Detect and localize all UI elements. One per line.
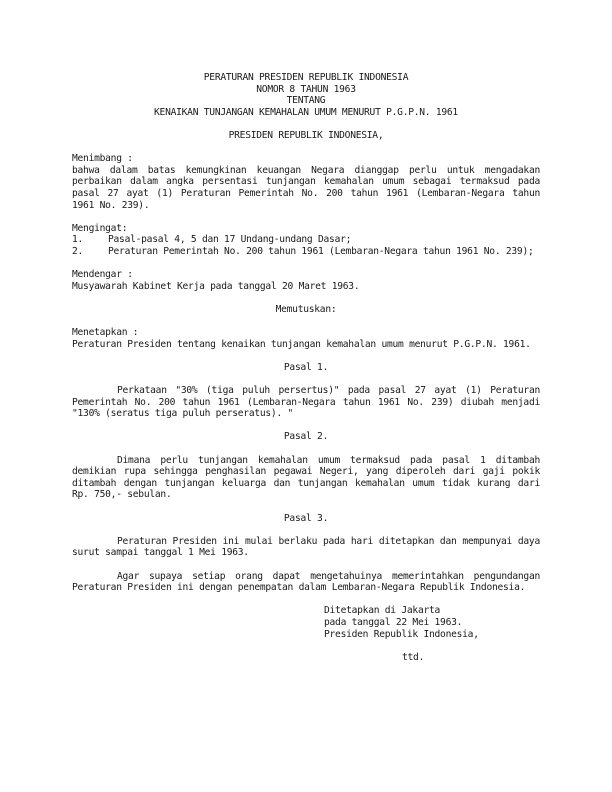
pasal-3-title: Pasal 3. (283, 512, 329, 524)
mengingat-item (72, 246, 540, 258)
menimbang-text: bahwa dalam batas kemungkinan keuangan Negara dianggap perlu untuk mengadakan perbaikan dalam angka persentasi tunjangan kemahalan umum sebagai termaksud pada pasal 27 ayat (1) Peraturan Pemerintah No. 200 tahun 1961 (Lembaran-Negara tahun 1961 No. 239). (72, 164, 540, 211)
signature-date: pada tanggal 22 Mei 1963. (324, 616, 463, 628)
signature-block (324, 605, 540, 640)
pasal-3-paragraph-1: Peraturan Presiden ini mulai berlaku pada hari ditetapkan dan mempunyai daya surut sampai tanggal 1 Mei 1963. (72, 535, 540, 559)
signature-title: Presiden Republik Indonesia, (324, 628, 479, 640)
pasal-2-paragraph: Dimana perlu tunjangan kemahalan umum termaksud pada pasal 1 ditambah demikian rupa sehingga penghasilan pegawai Negeri, yang diperoleh dari gaji pokik ditambah dengan tunjangan keluarga dan tunjangan kemahalan umum tidak kurang dari Rp. 750,- sebulan. (72, 454, 540, 501)
document-page (72, 72, 540, 663)
menetapkan-text: Peraturan Presiden tentang kenaikan tunjangan kemahalan umum menurut P.G.P.N. 1961. (72, 338, 531, 350)
item-number: 2. (72, 245, 84, 257)
mendengar-label: Mendengar : (72, 269, 133, 281)
mengingat-label: Mengingat: (72, 222, 128, 234)
title-line-2: NOMOR 8 TAHUN 1963 (256, 83, 356, 95)
pasal-2-title: Pasal 2. (283, 431, 329, 443)
title-line-3: TENTANG (286, 95, 326, 107)
menimbang-label: Menimbang : (72, 153, 133, 165)
menetapkan-label: Menetapkan : (72, 327, 139, 339)
title-line-1: PERATURAN PRESIDEN REPUBLIK INDONESIA (203, 72, 409, 83)
memutuskan-heading: Memutuskan: (275, 303, 337, 315)
title-line-4: KENAIKAN TUNJANGAN KEMAHALAN UMUM MENURUT P.G.P.N. 1961 (154, 106, 458, 118)
signature-place: Ditetapkan di Jakarta (324, 605, 441, 617)
president-heading: PRESIDEN REPUBLIK INDONESIA, (228, 129, 384, 141)
item-text: Peraturan Pemerintah No. 200 tahun 1961 (Lembaran-Negara tahun 1961 No. 239); (108, 245, 534, 257)
doc-title (72, 72, 540, 118)
item-number: 1. (72, 234, 84, 246)
pasal-3-paragraph-2: Agar supaya setiap orang dapat mengetahuinya memerintahkan pengundangan Peraturan Presiden ini dengan penempatan dalam Lembaran-Negara Republik Indonesia. (72, 570, 540, 594)
pasal-1-paragraph: Perkataan "30% (tiga puluh persertus)" pada pasal 27 ayat (1) Peraturan Pemerintah No. 200 tahun 1961 (Lembaran-Negara tahun 1961 No. 239) diubah menjadi "130% (seratus tiga puluh perseratus). " (72, 385, 540, 420)
mengingat-item (72, 234, 540, 246)
mendengar-text: Musyawarah Kabinet Kerja pada tanggal 20 Maret 1963. (72, 280, 360, 292)
signature-ttd: ttd. (402, 651, 425, 663)
pasal-1-title: Pasal 1. (283, 361, 329, 373)
item-text: Pasal-pasal 4, 5 dan 17 Undang-undang Dasar; (108, 234, 352, 246)
